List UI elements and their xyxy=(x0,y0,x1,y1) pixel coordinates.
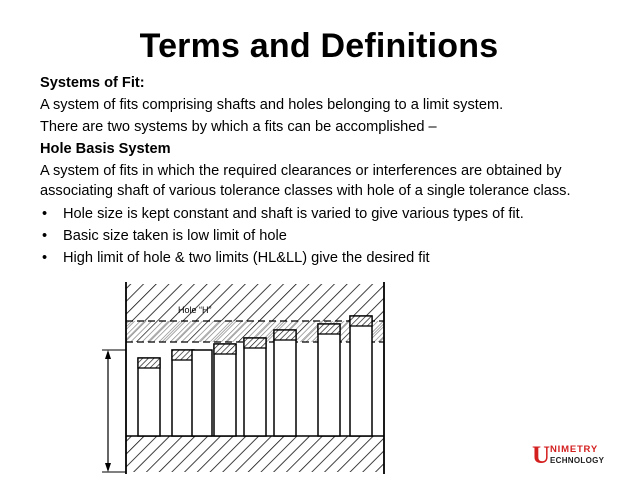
list-item xyxy=(40,225,615,247)
arrow-up-icon xyxy=(105,350,111,359)
shaft-7 xyxy=(318,324,340,436)
bullet-text: Hole size is kept constant and shaft is varied to give various types of fit. xyxy=(63,206,524,222)
logo-line-1: NIMETRY xyxy=(550,444,598,455)
shaft-4 xyxy=(214,344,236,436)
slide-body xyxy=(40,72,615,269)
bullet-list xyxy=(40,203,615,269)
shaft-6 xyxy=(274,330,296,436)
bullet-icon: • xyxy=(42,250,48,266)
text-line-1: A system of fits comprising shafts and holes belonging to a limit system. xyxy=(40,97,504,113)
bullet-text: Basic size taken is low limit of hole xyxy=(63,228,287,244)
arrow-down-icon xyxy=(105,463,111,472)
slide-title: Terms and Definitions xyxy=(139,27,499,65)
list-item xyxy=(40,203,615,225)
definition-paragraph: A system of fits in which the required clearances or interferences are obtained by associating shaft of various tolerance classes with hole of a single tolerance class. xyxy=(40,163,571,199)
hole-label: Hole “H” xyxy=(178,305,212,315)
bullet-icon: • xyxy=(42,206,48,222)
shaft-1 xyxy=(138,358,160,436)
shaft-8 xyxy=(350,316,372,436)
unimetry-logo xyxy=(532,443,614,469)
shaft-5 xyxy=(244,338,266,436)
heading-hole-basis-system: Hole Basis System xyxy=(40,141,171,157)
logo-initial: U xyxy=(532,442,551,469)
shaft-3 xyxy=(192,350,212,436)
bullet-text: High limit of hole & two limits (HL&LL) give the desired fit xyxy=(63,250,430,266)
text-line-2: There are two systems by which a fits can be accomplished – xyxy=(40,119,437,135)
shaft-2 xyxy=(172,350,194,436)
logo-line-2: ECHNOLOGY xyxy=(550,456,605,465)
bullet-icon: • xyxy=(42,228,48,244)
base-material xyxy=(126,436,384,472)
list-item xyxy=(40,247,615,269)
heading-systems-of-fit: Systems of Fit: xyxy=(40,75,145,91)
hole-basis-diagram xyxy=(96,280,396,476)
